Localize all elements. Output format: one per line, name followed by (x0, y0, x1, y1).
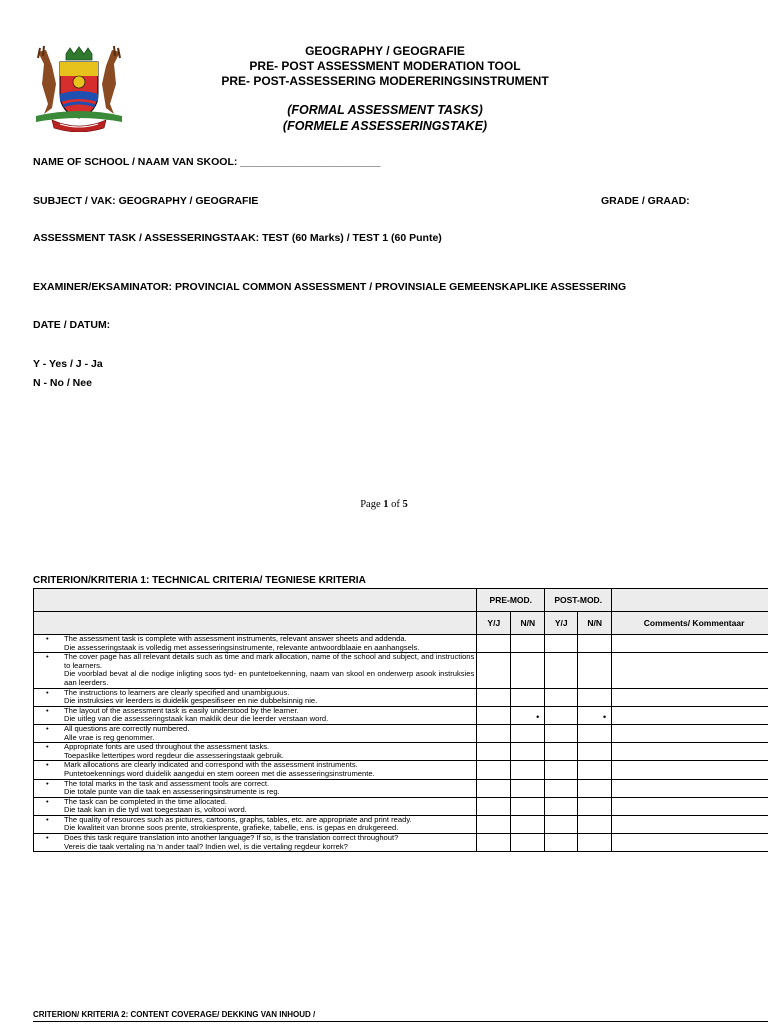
post-no-cell[interactable] (578, 815, 612, 833)
pre-yes-cell[interactable] (477, 761, 511, 779)
header-tool-af: PRE- POST-ASSESSERING MODERERINGSINSTRUMENT (221, 74, 549, 88)
coat-of-arms-logo (30, 44, 128, 132)
post-no-cell[interactable] (578, 724, 612, 742)
table-row (34, 779, 768, 797)
bullet-icon: • (46, 796, 49, 806)
criterion-cell (34, 797, 477, 815)
criterion-cell (34, 706, 477, 724)
comments-cell[interactable] (612, 761, 768, 779)
table-row (34, 635, 768, 653)
pre-no-cell[interactable] (511, 724, 545, 742)
criterion-2-table-edge (33, 1021, 768, 1022)
criterion-text-af: Die taak kan in die tyd wat toegestaan is, voltooi word. (64, 805, 247, 815)
criterion-item (36, 780, 474, 797)
criterion-item (36, 725, 474, 742)
bullet-icon: • (46, 760, 49, 770)
pre-yes-cell[interactable] (477, 724, 511, 742)
criterion-text-en: The quality of resources such as pictures, cartoons, graphs, tables, etc. are appropriate and print ready. (64, 814, 412, 824)
criterion-item (36, 689, 474, 706)
page-number: Page 1 of 5 (360, 499, 408, 510)
criterion-text-af: Die uitleg van die assesseringstaak kan maklik deur die leerder verstaan word. (64, 714, 329, 724)
selection-dot: • (536, 711, 540, 722)
criterion-item (36, 798, 474, 815)
criterion-text-en: Does this task require translation into another language? If so, is the translation correct throughout? (64, 833, 399, 843)
criterion-text-af: Die kwaliteit van bronne soos prente, strokiesprente, grafieke, tabelle, ens. is gepas en drukgereed. (64, 823, 399, 833)
criterion-item (36, 834, 474, 851)
pre-yes-cell[interactable] (477, 779, 511, 797)
pre-no-cell[interactable] (511, 688, 545, 706)
post-yes-cell[interactable] (545, 815, 578, 833)
criterion-item (36, 816, 474, 833)
criterion-text-en: The task can be completed in the time allocated. (64, 796, 227, 806)
comments-cell[interactable] (612, 706, 768, 724)
post-no-cell[interactable] (578, 834, 612, 852)
header-formal-en: (FORMAL ASSESSMENT TASKS) (287, 103, 483, 117)
criterion-text-af: Die assesseringstaak is volledig met assesseringsinstrumente, relevante antwoordblaaie en aanhangsels. (64, 642, 420, 652)
post-yes-cell[interactable] (545, 779, 578, 797)
post-yes-cell[interactable] (545, 653, 578, 688)
pre-no-cell[interactable] (511, 743, 545, 761)
pre-no-cell[interactable] (511, 834, 545, 852)
pre-no-cell[interactable] (511, 635, 545, 653)
criterion-text-en: The layout of the assessment task is easily understood by the learner. (64, 705, 299, 715)
post-yes-cell[interactable] (545, 797, 578, 815)
grade-field[interactable]: GRADE / GRAAD: (601, 195, 690, 207)
criterion-cell (34, 635, 477, 653)
post-no-header: N/N (578, 612, 612, 635)
post-yes-cell[interactable] (545, 743, 578, 761)
table-row (34, 761, 768, 779)
table-row (34, 815, 768, 833)
criterion-text-en: The instructions to learners are clearly specified and unambiguous. (64, 687, 290, 697)
criterion-text-en: Mark allocations are clearly indicated and correspond with the assessment instruments. (64, 760, 358, 770)
criterion-item (36, 635, 474, 652)
assessment-task-field: ASSESSMENT TASK / ASSESSERINGSTAAK: TEST (60 Marks) / TEST 1 (60 Punte) (33, 232, 442, 244)
pre-no-cell[interactable] (511, 797, 545, 815)
document-header (170, 44, 600, 134)
comments-cell[interactable] (612, 815, 768, 833)
table-row (34, 834, 768, 852)
legend-no: N - No / Nee (33, 377, 92, 389)
criterion-text-af: Puntetoekennings word duidelik aangedui en stem ooreen met die assesseringsinstrumente. (64, 768, 375, 778)
post-yes-cell[interactable] (545, 761, 578, 779)
criterion-1-table (33, 588, 768, 852)
bullet-icon: • (46, 723, 49, 733)
criterion-cell (34, 653, 477, 688)
comments-cell[interactable] (612, 743, 768, 761)
pre-yes-cell[interactable] (477, 834, 511, 852)
pre-yes-cell[interactable] (477, 706, 511, 724)
post-yes-cell[interactable] (545, 724, 578, 742)
bullet-icon: • (46, 705, 49, 715)
criterion-text-af: Die totale punte van die taak en assesseringsinstrumente is reg. (64, 787, 280, 797)
header-formal-af: (FORMELE ASSESSERINGSTAKE) (282, 119, 488, 133)
pre-no-cell[interactable] (511, 761, 545, 779)
criterion-text-af: Alle vrae is reg genommer. (64, 732, 155, 742)
bullet-icon: • (46, 634, 49, 643)
examiner-field: EXAMINER/EKSAMINATOR: PROVINCIAL COMMON ASSESSMENT / PROVINSIALE GEMEENSKAPLIKE ASSESSERING (33, 281, 627, 293)
criterion-text-af: Die instruksies vir leerders is duidelik gespesifiseer en nie dubbelsinnig nie. (64, 696, 318, 706)
post-yes-cell[interactable] (545, 688, 578, 706)
post-no-cell[interactable] (578, 653, 612, 688)
criterion-cell (34, 779, 477, 797)
pre-yes-cell[interactable] (477, 635, 511, 653)
bullet-icon: • (46, 778, 49, 788)
date-field[interactable]: DATE / DATUM: (33, 319, 111, 331)
criterion-text-en: The assessment task is complete with assessment instruments, relevant answer sheets and addenda. (64, 634, 407, 643)
comments-header: Comments/ Kommentaar (612, 612, 768, 635)
bullet-icon: • (46, 833, 49, 843)
pre-yes-cell[interactable] (477, 815, 511, 833)
post-no-cell[interactable] (578, 797, 612, 815)
criterion-cell (34, 815, 477, 833)
pre-no-cell[interactable] (511, 779, 545, 797)
selection-dot: • (603, 711, 607, 722)
comments-cell[interactable] (612, 688, 768, 706)
table-row (34, 743, 768, 761)
criterion-cell (34, 834, 477, 852)
pre-yes-cell[interactable] (477, 743, 511, 761)
criterion-cell (34, 688, 477, 706)
post-no-cell[interactable] (578, 635, 612, 653)
subject-field: SUBJECT / VAK: GEOGRAPHY / GEOGRAFIE (33, 195, 259, 207)
post-no-cell[interactable] (578, 761, 612, 779)
post-mod-header: POST-MOD. (545, 589, 612, 612)
post-yes-cell[interactable] (545, 834, 578, 852)
comments-cell[interactable] (612, 653, 768, 688)
bullet-icon: • (46, 814, 49, 824)
post-no-cell[interactable] (578, 779, 612, 797)
bullet-icon: • (46, 687, 49, 697)
criterion-item (36, 761, 474, 778)
legend-yes: Y - Yes / J - Ja (33, 358, 103, 370)
table-subheader-row (34, 612, 768, 635)
criterion-item (36, 743, 474, 760)
criterion-1-title: CRITERION/KRITERIA 1: TECHNICAL CRITERIA/ TEGNIESE KRITERIA (33, 575, 366, 586)
table-row (34, 653, 768, 688)
post-yes-cell[interactable] (545, 635, 578, 653)
criterion-cell (34, 761, 477, 779)
pre-no-header: N/N (511, 612, 545, 635)
pre-yes-cell[interactable] (477, 688, 511, 706)
table-row (34, 706, 768, 724)
criterion-text-en: The total marks in the task and assessment tools are correct. (64, 778, 270, 788)
bullet-icon: • (46, 652, 49, 662)
header-subject: GEOGRAPHY / GEOGRAFIE (305, 44, 465, 58)
post-yes-header: Y/J (545, 612, 578, 635)
criterion-item (36, 707, 474, 724)
comments-cell[interactable] (612, 834, 768, 852)
criterion-text-en: All questions are correctly numbered. (64, 723, 190, 733)
school-name-field[interactable]: NAME OF SCHOOL / NAAM VAN SKOOL: ________________________ (33, 156, 381, 168)
criterion-text-en: Appropriate fonts are used throughout the assessment tasks. (64, 742, 270, 752)
table-row (34, 688, 768, 706)
pre-yes-header: Y/J (477, 612, 511, 635)
criterion-item (36, 653, 474, 687)
criterion-text-af: Die voorblad bevat al die nodige inligting soos tyd- en puntetoekenning, naam van skool en onderwerp asook instruksies aan leerders. (64, 669, 475, 687)
comments-cell[interactable] (612, 797, 768, 815)
post-yes-cell[interactable] (545, 706, 578, 724)
table-row (34, 724, 768, 742)
pre-no-cell[interactable] (511, 815, 545, 833)
header-tool-en: PRE- POST ASSESSMENT MODERATION TOOL (249, 59, 521, 73)
criterion-cell (34, 724, 477, 742)
comments-cell[interactable] (612, 779, 768, 797)
pre-yes-cell[interactable] (477, 653, 511, 688)
criterion-cell (34, 743, 477, 761)
criterion-2-title: CRITERION/ KRITERIA 2: CONTENT COVERAGE/ DEKKING VAN INHOUD / (33, 1010, 316, 1019)
pre-no-cell[interactable] (511, 653, 545, 688)
post-no-cell[interactable] (578, 706, 612, 724)
bullet-icon: • (46, 742, 49, 752)
criterion-text-af: Vereis die taak vertaling na 'n ander taal? Indien wel, is die vertaling regdeur korrek? (64, 841, 348, 851)
pre-yes-cell[interactable] (477, 797, 511, 815)
criterion-text-en: The cover page has all relevant details such as time and mark allocation, name of the school and subject, and instructions to learners. (64, 652, 475, 670)
table-header-row (34, 589, 768, 612)
post-no-cell[interactable] (578, 688, 612, 706)
pre-mod-header: PRE-MOD. (477, 589, 545, 612)
post-no-cell[interactable] (578, 743, 612, 761)
pre-no-cell[interactable] (511, 706, 545, 724)
criterion-text-af: Toepaslike lettertipes word regdeur die assesseringstaak gebruik. (64, 750, 284, 760)
comments-cell[interactable] (612, 724, 768, 742)
table-row (34, 797, 768, 815)
comments-cell[interactable] (612, 635, 768, 653)
